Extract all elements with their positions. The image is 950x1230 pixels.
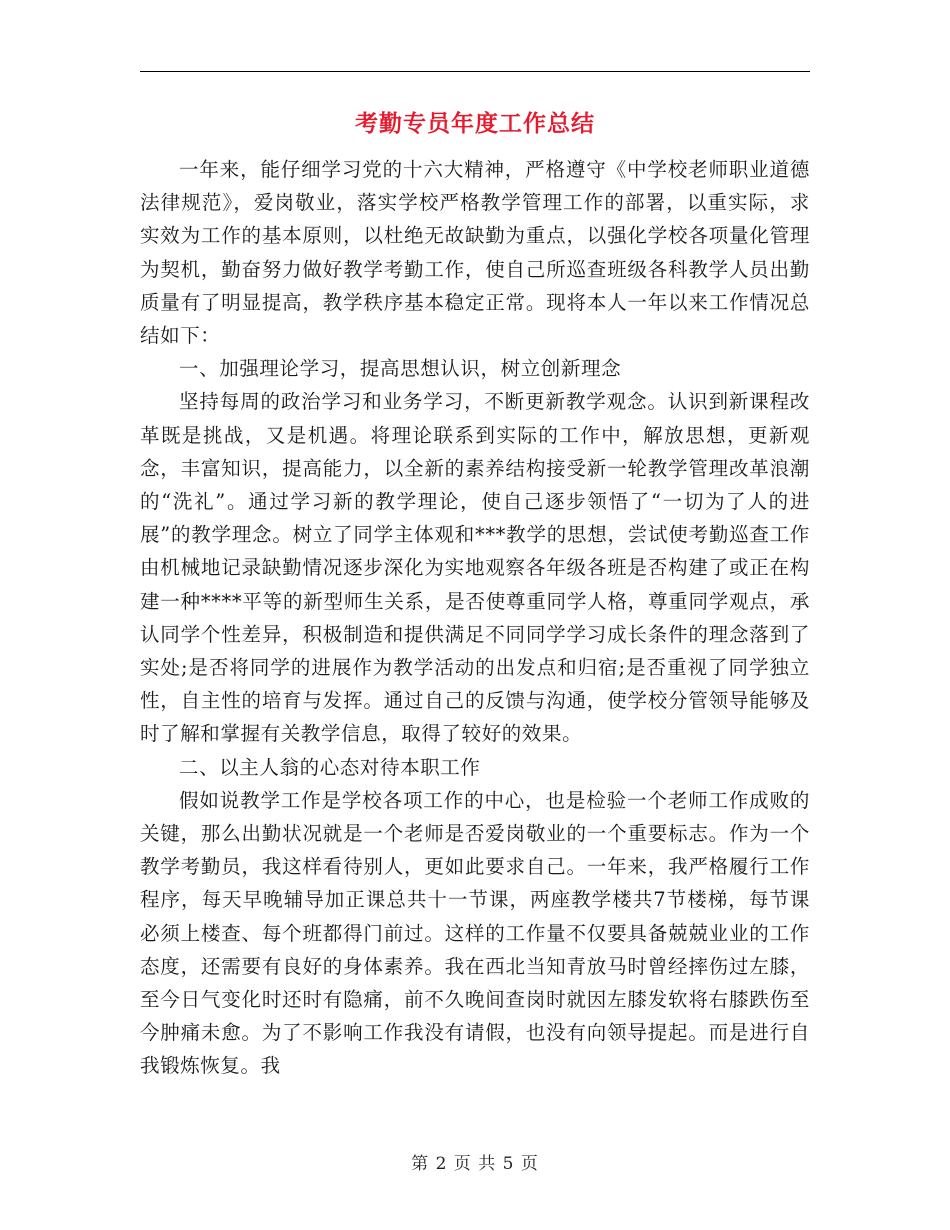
section-heading-2: 二、以主人翁的心态对待本职工作 (179, 755, 481, 779)
document-title: 考勤专员年度工作总结 (355, 110, 595, 137)
document-body (140, 153, 810, 1083)
paragraph-intro: 一年来，能仔细学习党的十六大精神，严格遵守《中学校老师职业道德法律规范》，爱岗敬业，落实学校严格教学管理工作的部署，以重实际，求实效为工作的基本原则，以杜绝无故缺勤为重点，以强化学校各项量化管理为契机，勤奋努力做好教学考勤工作，使自己所巡查班级各科教学人员出勤质量有了明显提高，教学秩序基本稳定正常。现将本人一年以来工作情况总结如下： (140, 158, 810, 348)
section-heading-1: 一、加强理论学习，提高思想认识，树立创新理念 (179, 357, 622, 381)
header-rule (140, 71, 810, 72)
paragraph-section-2: 假如说教学工作是学校各项工作的中心，也是检验一个老师工作成败的关键，那么出勤状况就是一个老师是否爱岗敬业的一个重要标志。作为一个教学考勤员，我这样看待别人，更如此要求自己。一年来，我严格履行工作程序，每天早晚辅导加正课总共十一节课，两座教学楼共7节楼梯，每节课必须上楼查、每个班都得门前过。这样的工作量不仅要具备兢兢业业的工作态度，还需要有良好的身体素养。我在西北当知青放马时曾经摔伤过左膝，至今日气变化时还时有隐痛，前不久晚间查岗时就因左膝发软将右膝跌伤至今肿痛未愈。为了不影响工作我没有请假，也没有向领导提起。而是进行自我锻炼恢复。我 (140, 788, 810, 1078)
paragraph-section-1: 坚持每周的政治学习和业务学习，不断更新教学观念。认识到新课程改革既是挑战，又是机遇。将理论联系到实际的工作中，解放思想，更新观念，丰富知识，提高能力，以全新的素养结构接受新一轮教学管理改革浪潮的“洗礼”。通过学习新的教学理论，使自己逐步领悟了“一切为了人的进展”的教学理念。树立了同学主体观和***教学的思想，尝试使考勤巡查工作由机械地记录缺勤情况逐步深化为实地观察各年级各班是否构建了或正在构建一种****平等的新型师生关系，是否使尊重同学人格，尊重同学观点，承认同学个性差异，积极制造和提供满足不同同学学习成长条件的理念落到了实处;是否将同学的进展作为教学活动的出发点和归宿;是否重视了同学独立性，自主性的培育与发挥。通过自己的反馈与沟通，使学校分管领导能够及时了解和掌握有关教学信息，取得了较好的效果。 (140, 390, 810, 746)
page-number: 第 2 页 共 5 页 (411, 1154, 539, 1174)
